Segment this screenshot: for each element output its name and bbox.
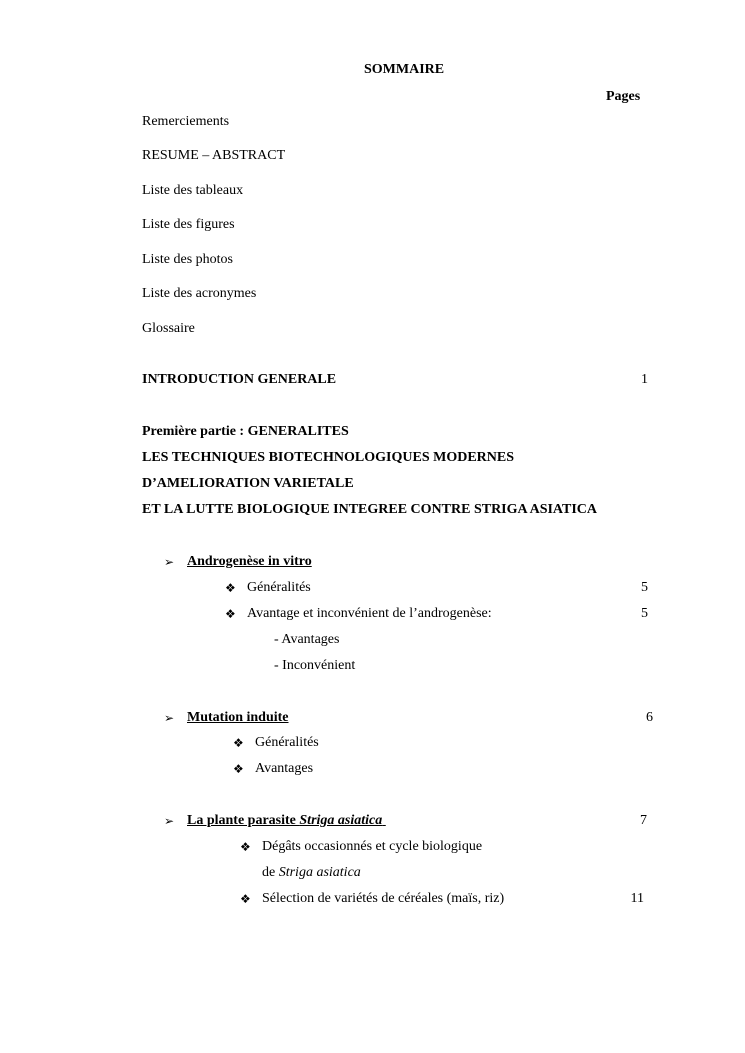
diamond-bullet-icon: ❖ (225, 581, 236, 595)
diamond-bullet-icon: ❖ (233, 762, 244, 776)
arrow-bullet-icon: ➢ (164, 555, 175, 569)
toc-item-selection-varietes: Sélection de variétés de céréales (maïs, riz) (262, 891, 505, 906)
toc-page-introduction: 1 (641, 372, 648, 387)
toc-page-striga: 7 (640, 813, 647, 828)
toc-item-degats-line1: Dégâts occasionnés et cycle biologique (262, 839, 483, 854)
toc-entry-liste-figures: Liste des figures (142, 217, 235, 232)
toc-subitem-avantages: - Avantages (274, 632, 340, 647)
diamond-bullet-icon: ❖ (225, 607, 236, 621)
toc-entry-remerciements: Remerciements (142, 114, 230, 129)
section-title-striga-prefix: La plante parasite (187, 813, 300, 828)
toc-page-androgenese-generalites: 5 (641, 580, 648, 595)
toc-page-mutation: 6 (646, 710, 653, 725)
toc-page-avantage-inconvenient: 5 (641, 606, 648, 621)
part-heading-line4: ET LA LUTTE BIOLOGIQUE INTEGREE CONTRE STRIGA ASIATICA (142, 502, 598, 517)
diamond-bullet-icon: ❖ (240, 840, 251, 854)
toc-item-degats-line2 (262, 864, 361, 882)
section-title-androgenese: Androgenèse in vitro (187, 554, 312, 569)
toc-item-mutation-generalites: Généralités (255, 735, 319, 750)
toc-subitem-inconvenient: - Inconvénient (274, 658, 356, 673)
toc-entry-liste-tableaux: Liste des tableaux (142, 183, 244, 198)
toc-entry-liste-photos: Liste des photos (142, 252, 233, 267)
toc-entry-liste-acronymes: Liste des acronymes (142, 286, 257, 301)
section-title-striga (187, 812, 386, 830)
toc-page-selection-varietes: 11 (630, 891, 644, 906)
diamond-bullet-icon: ❖ (233, 736, 244, 750)
page-title: SOMMAIRE (364, 62, 445, 77)
toc-entry-introduction: INTRODUCTION GENERALE (142, 372, 337, 387)
pages-column-label: Pages (606, 89, 641, 104)
diamond-bullet-icon: ❖ (240, 892, 251, 906)
arrow-bullet-icon: ➢ (164, 711, 175, 725)
part-heading-line1: Première partie : GENERALITES (142, 424, 349, 439)
toc-item-degats-line2-italic: Striga asiatica (278, 865, 361, 880)
toc-entry-resume: RESUME – ABSTRACT (142, 148, 286, 163)
part-heading-line3: D’AMELIORATION VARIETALE (142, 476, 354, 491)
toc-item-avantage-inconvenient: Avantage et inconvénient de l’androgenèse: (247, 606, 492, 621)
section-title-mutation: Mutation induite (187, 710, 289, 725)
arrow-bullet-icon: ➢ (164, 814, 175, 828)
part-heading-line2: LES TECHNIQUES BIOTECHNOLOGIQUES MODERNES (142, 450, 515, 465)
toc-item-degats-line2-prefix: de (262, 865, 279, 880)
toc-item-androgenese-generalites: Généralités (247, 580, 311, 595)
toc-item-mutation-avantages: Avantages (255, 761, 314, 776)
toc-entry-glossaire: Glossaire (142, 321, 195, 336)
section-title-striga-italic: Striga asiatica (299, 813, 383, 828)
